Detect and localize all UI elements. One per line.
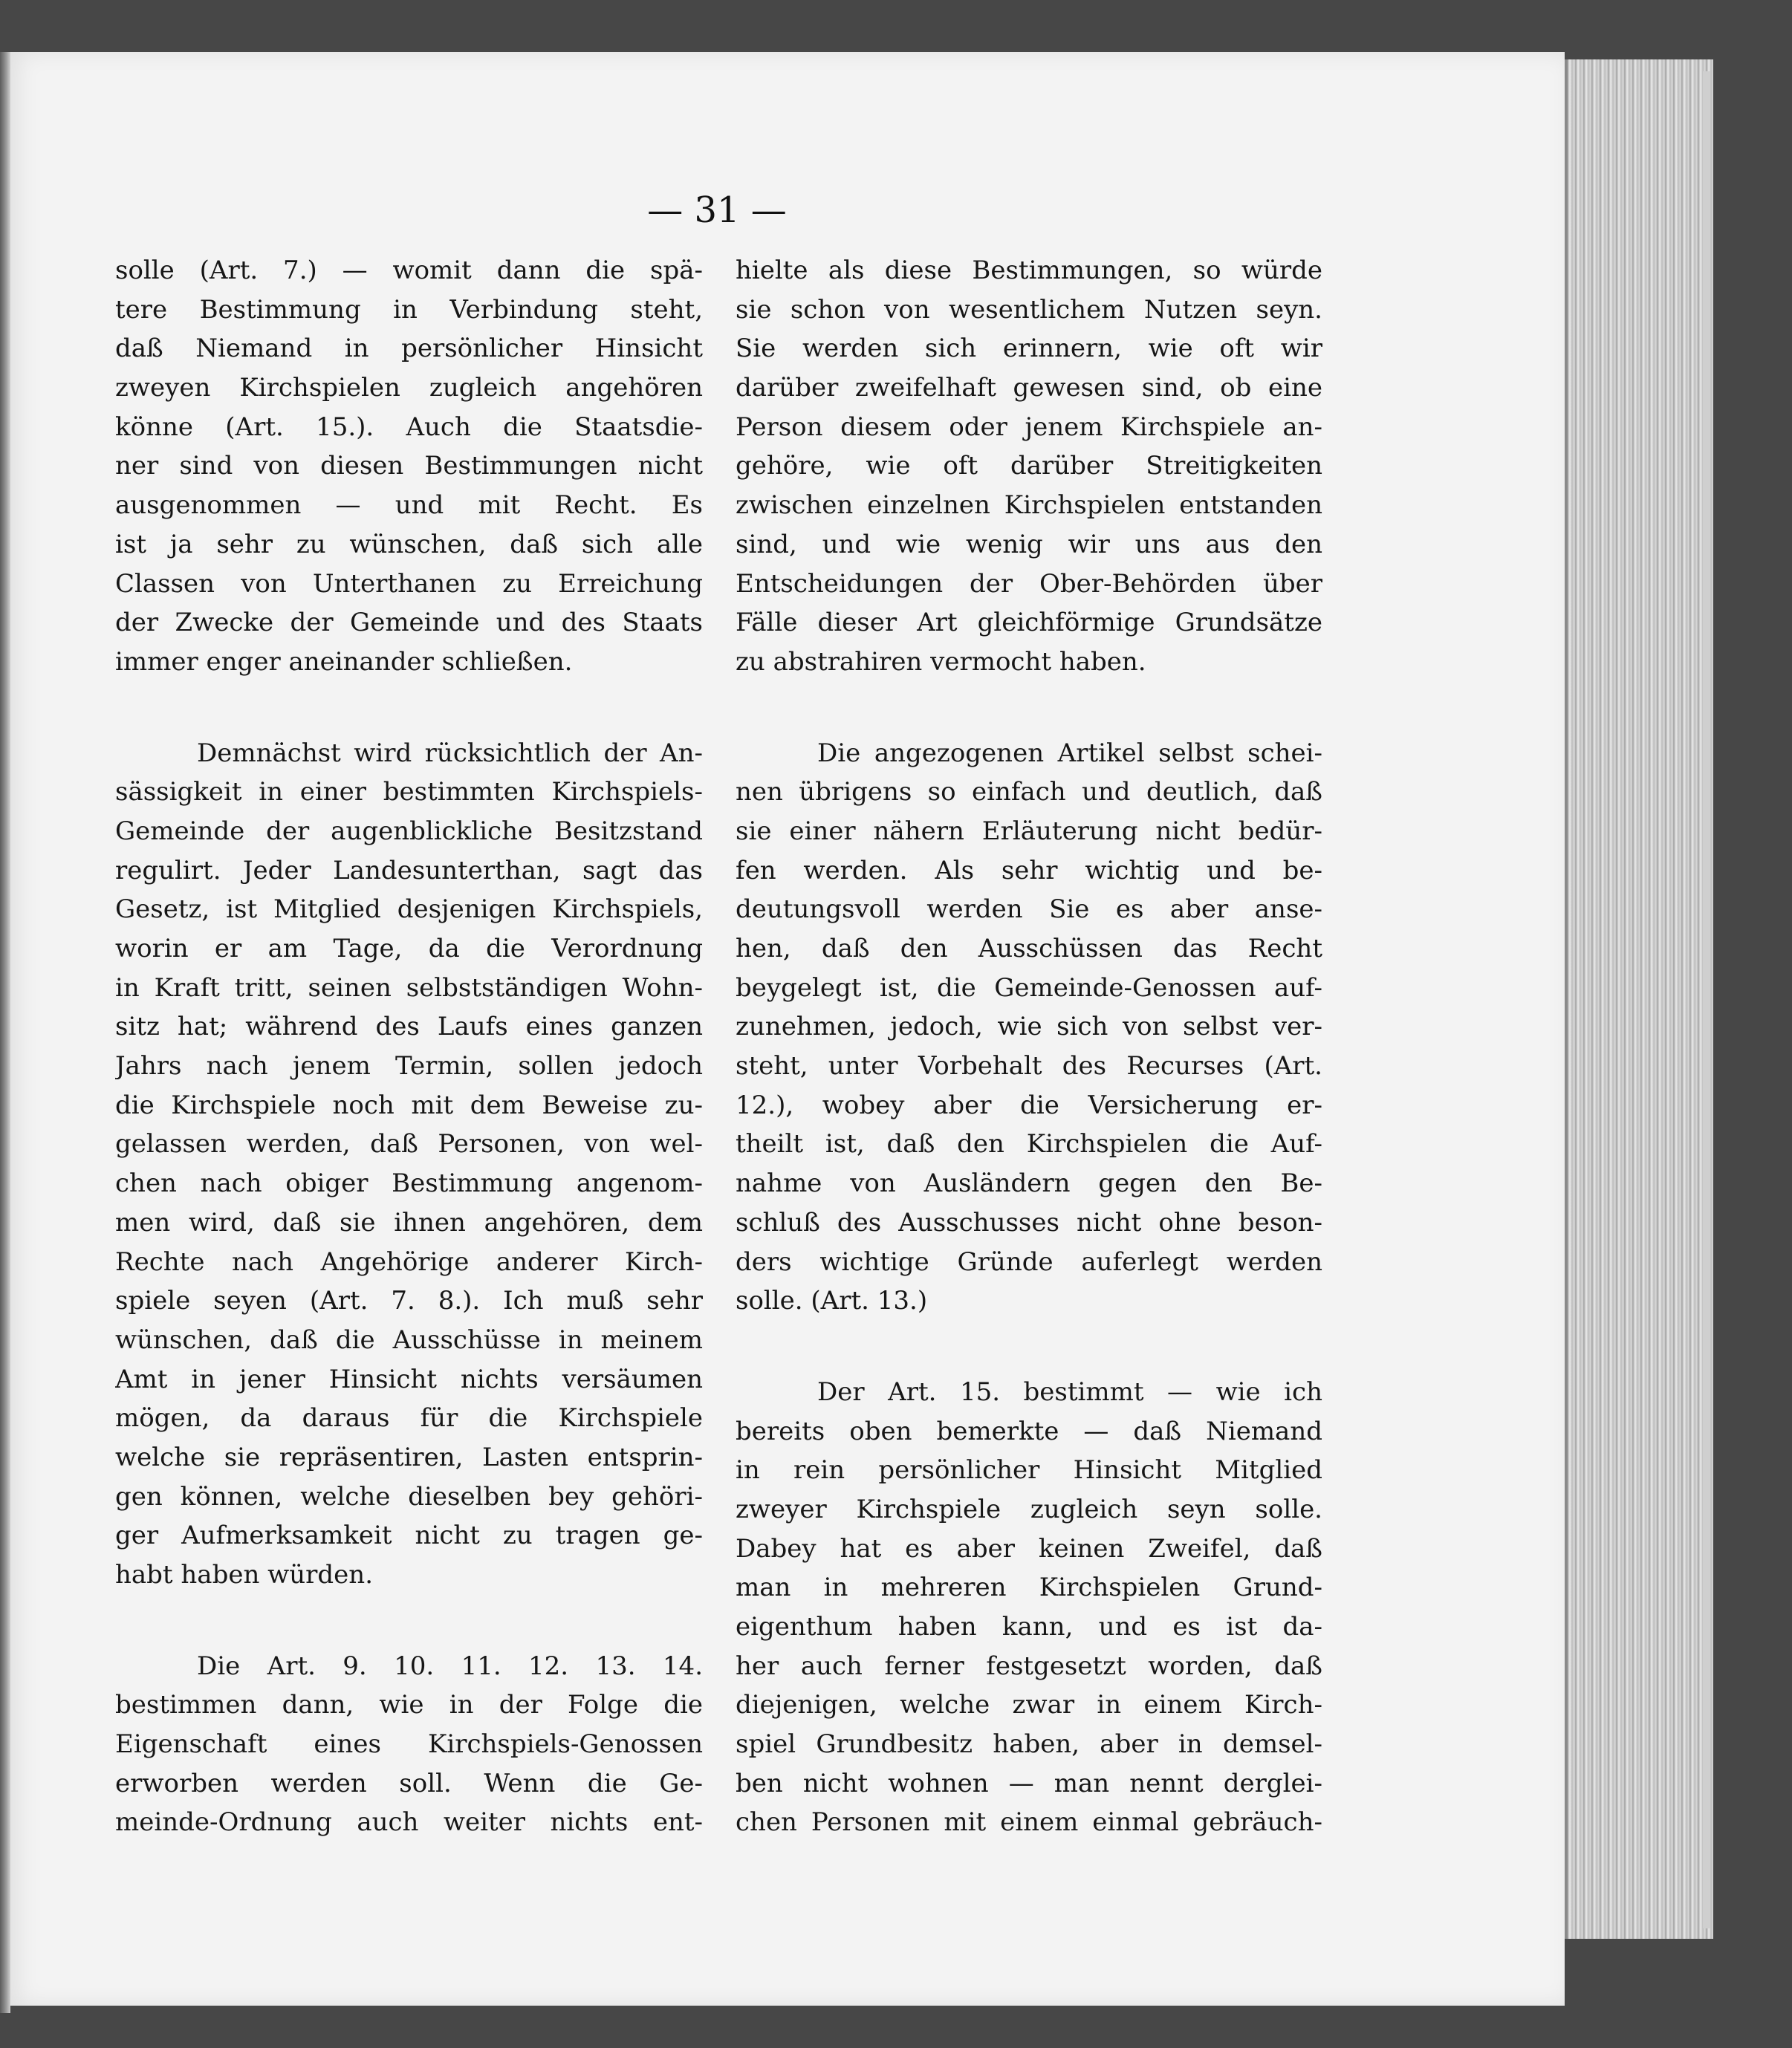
text-line: in Kraft tritt, seinen selbstständigen Wohn- xyxy=(115,972,703,1003)
paragraph xyxy=(115,1647,703,1842)
text-line: zunehmen, jedoch, wie sich von selbst ver- xyxy=(736,1012,1322,1042)
text-line: ist ja sehr zu wünschen, daß sich alle xyxy=(115,529,703,559)
text-line: deutungsvoll werden Sie es aber anse- xyxy=(736,894,1322,925)
text-line: Person diesem oder jenem Kirchspiele an- xyxy=(736,412,1322,442)
paragraph-gap xyxy=(736,682,1322,734)
text-line: fen werden. Als sehr wichtig und be- xyxy=(736,855,1322,885)
text-line: in rein persönlicher Hinsicht Mitglied xyxy=(736,1455,1322,1486)
text-line: zweyen Kirchspielen zugleich angehören xyxy=(115,373,703,403)
text-line: immer enger aneinander schließen. xyxy=(115,646,573,677)
text-line: Rechte nach Angehörige anderer Kirch- xyxy=(115,1246,703,1277)
text-line: hen, daß den Ausschüssen das Recht xyxy=(736,934,1322,963)
text-line: habt haben würden. xyxy=(115,1560,374,1590)
text-line: daß Niemand in persönlicher Hinsicht xyxy=(115,334,703,364)
text-line: her auch ferner festgesetzt worden, daß xyxy=(736,1651,1322,1681)
text-line: sässigkeit in einer bestimmten Kirchspiels- xyxy=(115,777,703,807)
text-line: wünschen, daß die Ausschüsse in meinem xyxy=(115,1324,703,1355)
left-text-column xyxy=(115,251,703,1842)
paragraph xyxy=(736,1373,1322,1842)
text-line: Jahrs nach jenem Termin, sollen jedoch xyxy=(115,1051,703,1082)
text-line: steht, unter Vorbehalt des Recurses (Art. xyxy=(736,1051,1322,1082)
text-line: Classen von Unterthanen zu Erreichung xyxy=(115,568,703,599)
text-line: chen Personen mit einem einmal gebräuch- xyxy=(736,1807,1322,1838)
text-line: Der Art. 15. bestimmt — wie ich xyxy=(817,1376,1322,1407)
text-line: der Zwecke der Gemeinde und des Staats xyxy=(115,608,703,638)
text-line: Die angezogenen Artikel selbst schei- xyxy=(817,738,1322,768)
text-line: sie schon von wesentlichem Nutzen seyn. xyxy=(736,294,1322,325)
text-line: Demnächst wird rücksichtlich der An- xyxy=(197,738,703,768)
text-line: Die Art. 9. 10. 11. 12. 13. 14. xyxy=(197,1651,703,1681)
paragraph-gap xyxy=(736,1321,1322,1373)
text-line: mögen, da daraus für die Kirchspiele xyxy=(115,1403,703,1434)
text-line: diejenigen, welche zwar in einem Kirch- xyxy=(736,1690,1322,1720)
text-line: zu abstrahiren vermocht haben. xyxy=(736,646,1146,677)
paragraph xyxy=(736,251,1322,682)
text-line: könne (Art. 15.). Auch die Staatsdie- xyxy=(115,412,703,442)
previous-page-edge xyxy=(0,52,10,2013)
text-line: spiele seyen (Art. 7. 8.). Ich muß sehr xyxy=(115,1286,703,1316)
text-line: spiel Grundbesitz haben, aber in demsel- xyxy=(736,1729,1322,1760)
text-line: Eigenschaft eines Kirchspiels-Genossen xyxy=(115,1729,703,1760)
paragraph xyxy=(736,734,1322,1321)
text-line: solle (Art. 7.) — womit dann die spä- xyxy=(115,256,703,285)
right-text-column xyxy=(736,251,1322,1842)
paragraph xyxy=(115,251,703,682)
text-line: gen können, welche dieselben bey gehöri- xyxy=(115,1481,703,1512)
text-line: Sie werden sich erinnern, wie oft wir xyxy=(736,334,1322,364)
text-line: gelassen werden, daß Personen, von wel- xyxy=(115,1129,703,1160)
text-line: ben nicht wohnen — man nennt derglei- xyxy=(736,1768,1322,1798)
paragraph xyxy=(115,734,703,1595)
text-line: beygelegt ist, die Gemeinde-Genossen auf- xyxy=(736,972,1322,1003)
text-line: darüber zweifelhaft gewesen sind, ob eine xyxy=(736,373,1322,403)
text-line: meinde-Ordnung auch weiter nichts ent- xyxy=(115,1807,703,1838)
text-line: men wird, daß sie ihnen angehören, dem xyxy=(115,1207,703,1238)
paragraph-gap xyxy=(115,682,703,734)
text-line: welche sie repräsentiren, Lasten entsprin- xyxy=(115,1442,703,1472)
text-line: nahme von Ausländern gegen den Be- xyxy=(736,1168,1322,1199)
text-line: ausgenommen — und mit Recht. Es xyxy=(115,490,703,521)
text-line: Gemeinde der augenblickliche Besitzstand xyxy=(115,816,703,846)
text-line: solle. (Art. 13.) xyxy=(736,1286,928,1316)
text-line: zwischen einzelnen Kirchspielen entstanden xyxy=(736,490,1322,521)
text-line: theilt ist, daß den Kirchspielen die Auf- xyxy=(736,1129,1322,1160)
text-line: eigenthum haben kann, und es ist da- xyxy=(736,1612,1322,1642)
text-line: Gesetz, ist Mitglied desjenigen Kirchspiels, xyxy=(115,894,703,925)
text-line: ner sind von diesen Bestimmungen nicht xyxy=(115,451,703,481)
text-line: Fälle dieser Art gleichförmige Grundsätze xyxy=(736,608,1322,638)
text-line: sie einer nähern Erläuterung nicht bedür- xyxy=(736,816,1322,846)
text-line: gehöre, wie oft darüber Streitigkeiten xyxy=(736,451,1322,481)
page-number: — 31 — xyxy=(647,189,787,231)
text-line: worin er am Tage, da die Verordnung xyxy=(115,934,703,963)
text-line: Entscheidungen der Ober-Behörden über xyxy=(736,568,1322,599)
text-line: zweyer Kirchspiele zugleich seyn solle. xyxy=(736,1494,1322,1524)
text-line: Dabey hat es aber keinen Zweifel, daß xyxy=(736,1533,1322,1564)
text-line: ders wichtige Gründe auferlegt werden xyxy=(736,1246,1322,1277)
text-line: regulirt. Jeder Landesunterthan, sagt das xyxy=(115,855,703,885)
text-line: die Kirchspiele noch mit dem Beweise zu- xyxy=(115,1090,703,1120)
book-cover-edge xyxy=(1703,71,1710,1928)
text-line: schluß des Ausschusses nicht ohne beson- xyxy=(736,1207,1322,1238)
text-line: man in mehreren Kirchspielen Grund- xyxy=(736,1573,1322,1603)
text-line: tere Bestimmung in Verbindung steht, xyxy=(115,294,703,325)
page-block-edges xyxy=(1565,59,1713,1939)
text-line: sind, und wie wenig wir uns aus den xyxy=(736,529,1322,559)
text-line: nen übrigens so einfach und deutlich, daß xyxy=(736,777,1322,807)
text-line: hielte als diese Bestimmungen, so würde xyxy=(736,256,1322,285)
text-line: sitz hat; während des Laufs eines ganzen xyxy=(115,1012,703,1042)
text-line: ger Aufmerksamkeit nicht zu tragen ge- xyxy=(115,1521,703,1551)
text-line: bestimmen dann, wie in der Folge die xyxy=(115,1690,703,1720)
text-line: erworben werden soll. Wenn die Ge- xyxy=(115,1768,703,1798)
paragraph-gap xyxy=(115,1595,703,1647)
text-line: 12.), wobey aber die Versicherung er- xyxy=(736,1090,1322,1120)
text-line: Amt in jener Hinsicht nichts versäumen xyxy=(115,1364,703,1394)
text-line: chen nach obiger Bestimmung angenom- xyxy=(115,1168,703,1199)
text-line: bereits oben bemerkte — daß Niemand xyxy=(736,1416,1322,1446)
